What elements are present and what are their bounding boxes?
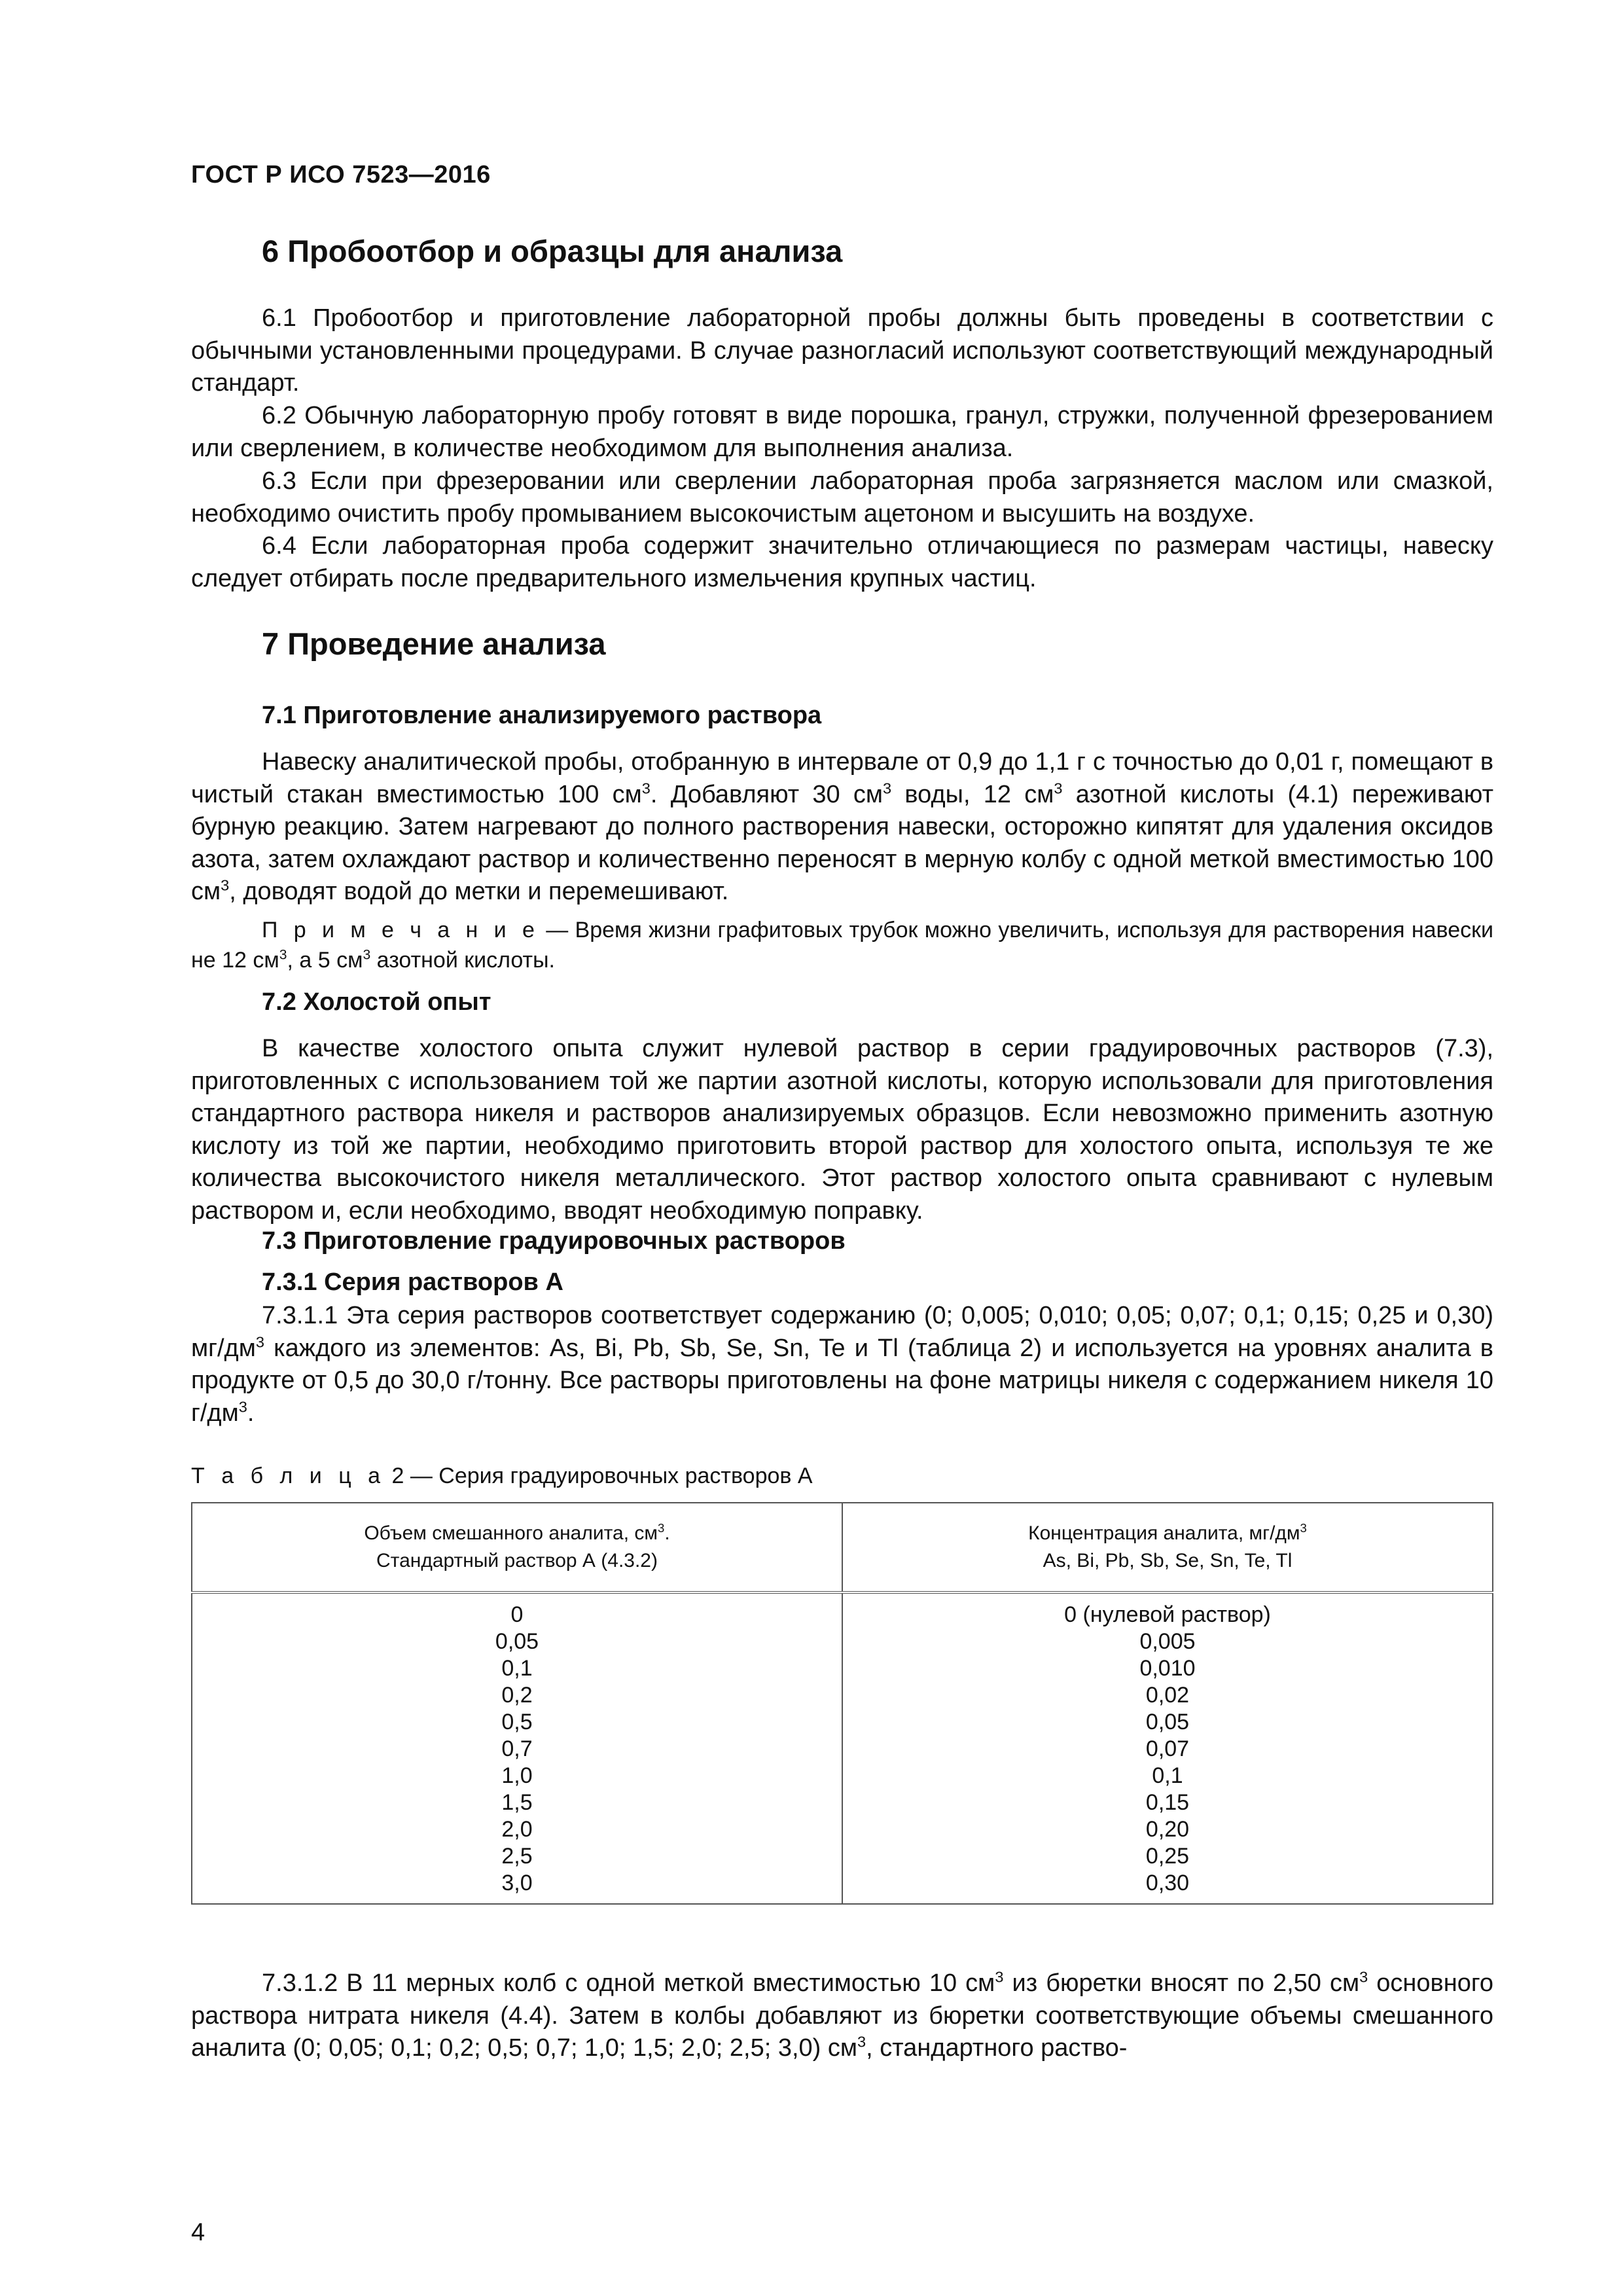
section-7-3-1-heading: 7.3.1 Серия растворов А [262,1268,563,1296]
calibration-table [191,1502,1493,1905]
volume-cell: 3,0 [192,1870,842,1904]
column-header-concentration: Концентрация аналита, $мг/дм^3$ As, Bi, Pb, Sb, Se, Sn, Te, Tl [842,1503,1493,1592]
section-7-3-heading: 7.3 Приготовление градуировочных растворов [262,1227,846,1255]
table-caption: Т а б л и ц а 2 — Серия градуировочных растворов А [191,1463,813,1488]
concentration-cell: 0,1 [842,1763,1493,1789]
concentration-cell: 0,15 [842,1789,1493,1816]
concentration-cell: 0,07 [842,1736,1493,1763]
section-6-heading: 6 Пробоотбор и образцы для анализа [262,234,843,268]
table-row [192,1789,1493,1816]
volume-cell: 0,05 [192,1628,842,1655]
volume-cell: 0,1 [192,1655,842,1682]
table-row [192,1709,1493,1736]
volume-cell: 2,5 [192,1843,842,1870]
volume-cell: 0,7 [192,1736,842,1763]
table-row [192,1628,1493,1655]
concentration-cell: 0,30 [842,1870,1493,1904]
table-row [192,1870,1493,1904]
concentration-cell: 0,02 [842,1682,1493,1709]
table-row [192,1592,1493,1628]
column-header-volume: Объем смешанного аналита, $см^3$. Стандартный раствор А (4.3.2) [192,1503,842,1592]
concentration-cell: 0,25 [842,1843,1493,1870]
table-row [192,1655,1493,1682]
paragraph-7-1: Навеску аналитической пробы, отобранную в интервале от 0,9 до 1,1 г с точностью до 0,01 г, помещают в чистый стакан вместимостью 100 $см^3$. Добавляют 30 $см^3$ воды, 12 $см^3$ азотной кислоты (4.1) переживают бурную реакцию. Затем нагревают до полного растворения навески, осторожно кипятят для удаления оксидов азота, затем охлаждают раствор и количественно переносят в мерную колбу с одной меткой вместимостью 100 $см^3$, доводят водой до метки и перемешивают. [191,748,1493,905]
volume-cell: 0,5 [192,1709,842,1736]
concentration-cell: 0,005 [842,1628,1493,1655]
concentration-cell: 0,010 [842,1655,1493,1682]
concentration-cell: 0 (нулевой раствор) [842,1592,1493,1628]
paragraph-6-4: 6.4 Если лабораторная проба содержит значительно отличающиеся по размерам частицы, навеску следует отбирать после предварительного измельчения крупных частиц. [191,532,1493,592]
note-7-1: П р и м е ч а н и е — Время жизни графитовых трубок можно увеличить, используя для растворения навески не 12 $см^3$, а 5 $см^3$ азотной кислоты. [191,918,1493,973]
volume-cell: 1,5 [192,1789,842,1816]
document-header: ГОСТ Р ИСО 7523—2016 [191,161,491,188]
paragraph-6-3: 6.3 Если при фрезеровании или сверлении лабораторная проба загрязняется маслом или смазкой, необходимо очистить пробу промыванием высокочистым ацетоном и высушить на воздухе. [191,467,1493,528]
concentration-cell: 0,05 [842,1709,1493,1736]
paragraph-6-2: 6.2 Обычную лабораторную пробу готовят в виде порошка, гранул, стружки, полученной фрезерованием или сверлением, в количестве необходимом для выполнения анализа. [191,402,1493,462]
section-7-heading: 7 Проведение анализа [262,626,606,661]
volume-cell: 0,2 [192,1682,842,1709]
volume-cell: 2,0 [192,1816,842,1843]
table-row [192,1763,1493,1789]
paragraph-7-2: В качестве холостого опыта служит нулевой раствор в серии градуировочных растворов (7.3), приготовленных с использованием той же партии азотной кислоты, которую использовали для приготовления стандартного раствора никеля и растворов анализируемых образцов. Если невозможно применить азотную кислоту из той же партии, необходимо приготовить второй раствор для холостого опыта, используя те же количества высокочистого никеля металлического. Этот раствор холостого опыта сравнивают с нулевым раствором и, если необходимо, вводят необходимую поправку. [191,1035,1493,1225]
concentration-cell: 0,20 [842,1816,1493,1843]
volume-cell: 0 [192,1592,842,1628]
table-row [192,1843,1493,1870]
section-7-1-heading: 7.1 Приготовление анализируемого раствора [262,702,822,729]
paragraph-7-3-1-2: 7.3.1.2 В 11 мерных колб с одной меткой вместимостью 10 $см^3$ из бюретки вносят по 2,50 $см^3$ основного раствора нитрата никеля (4.4). Затем в колбы добавляют из бюретки соответствующие объемы смешанного аналита (0; 0,05; 0,1; 0,2; 0,5; 0,7; 1,0; 1,5; 2,0; 2,5; 3,0) $см^3$, стандартного раство- [191,1968,1493,2062]
paragraph-6-1: 6.1 Пробоотбор и приготовление лабораторной пробы должны быть проведены в соответствии с обычными установленными процедурами. В случае разногласий используют соответствующий международный стандарт. [191,304,1493,397]
paragraph-7-3-1-1: 7.3.1.1 Эта серия растворов соответствует содержанию (0; 0,005; 0,010; 0,05; 0,07; 0,1; 0,15; 0,25 и 0,30) $мг/дм^3$ каждого из элементов: As, Bi, Pb, Sb, Se, Sn, Te и Tl (таблица 2) и используется на уровнях аналита в продукте от 0,5 до 30,0 г/тонну. Все растворы приготовлены на фоне матрицы никеля с содержанием никеля 10 $г/дм^3$. [191,1302,1493,1427]
page-number: 4 [191,2219,205,2246]
volume-cell: 1,0 [192,1763,842,1789]
table-row [192,1816,1493,1843]
table-row [192,1682,1493,1709]
section-7-2-heading: 7.2 Холостой опыт [262,988,491,1016]
table-row [192,1736,1493,1763]
